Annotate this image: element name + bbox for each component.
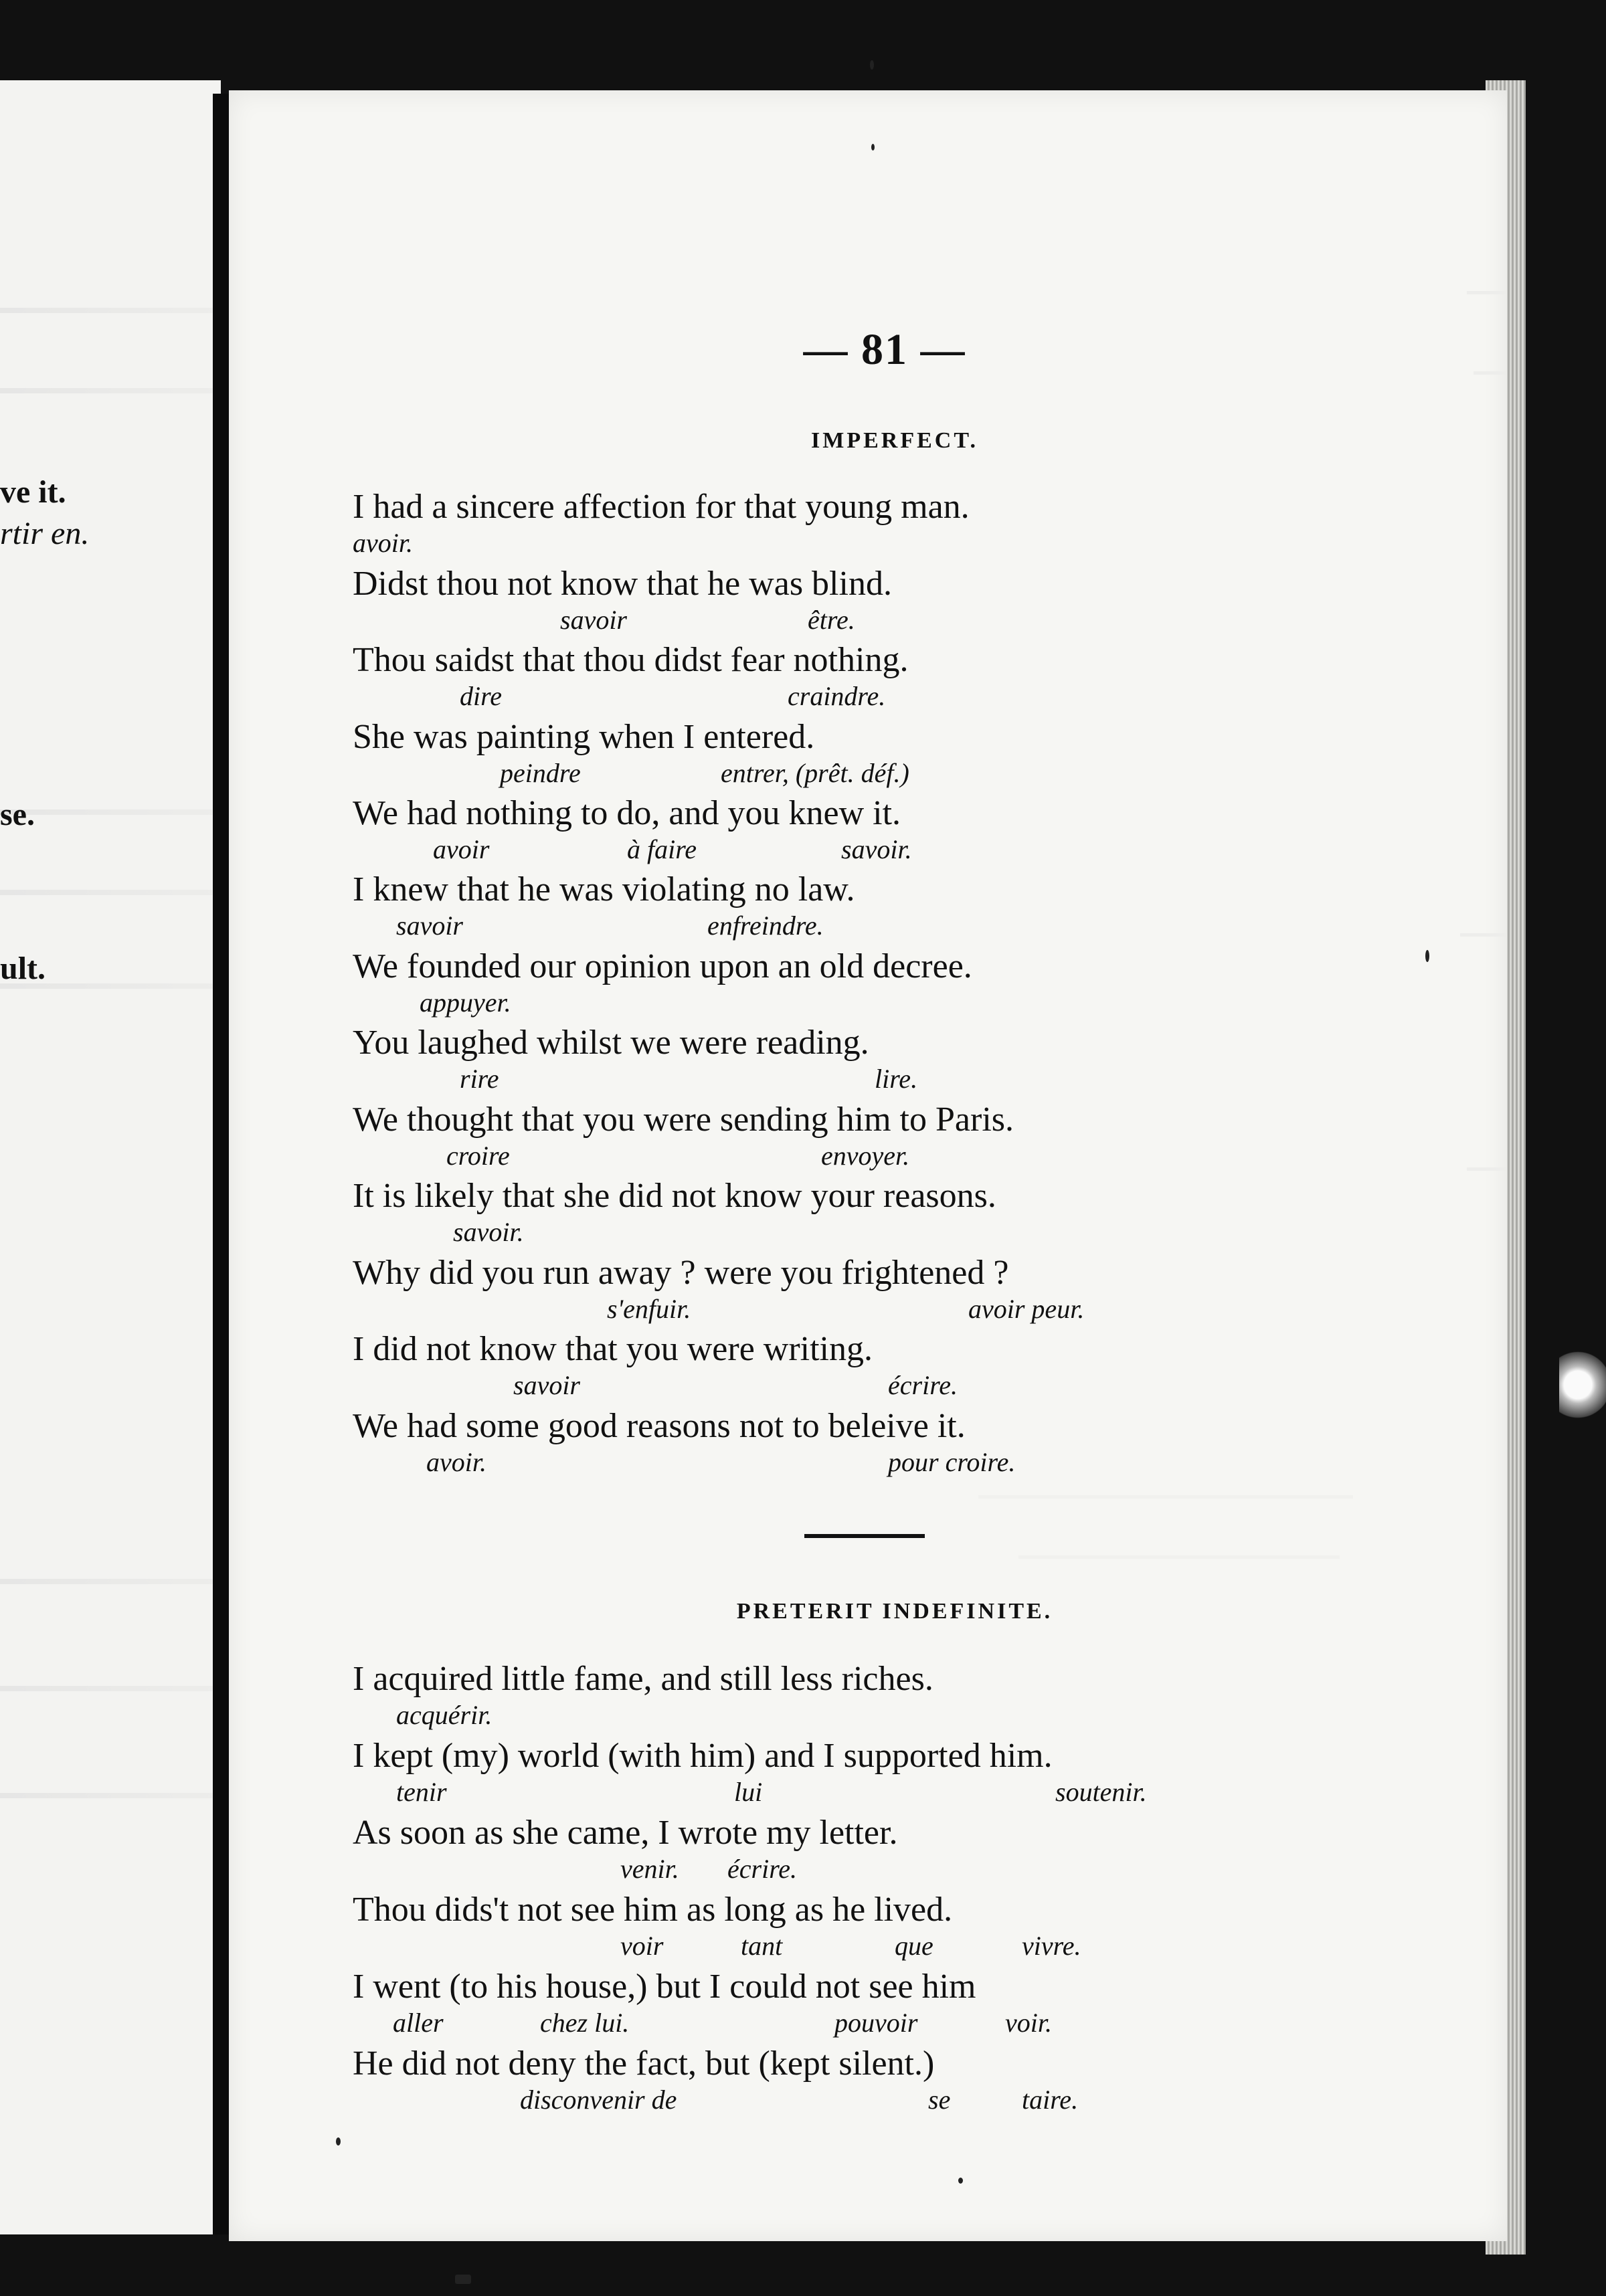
french-gloss: venir. bbox=[620, 1854, 679, 1884]
exercise-line bbox=[353, 1967, 1477, 2038]
french-gloss-row bbox=[353, 1140, 1477, 1171]
french-gloss: se bbox=[928, 2085, 951, 2115]
french-gloss: savoir. bbox=[841, 834, 912, 864]
french-gloss: aller bbox=[393, 2008, 444, 2038]
exercise-line bbox=[353, 1659, 1477, 1730]
french-gloss-row bbox=[353, 1446, 1477, 1477]
exercise-line bbox=[353, 640, 1477, 711]
french-gloss: à faire bbox=[627, 834, 697, 864]
french-gloss: croire bbox=[446, 1141, 510, 1171]
prev-page-fragment: ult. bbox=[0, 951, 46, 986]
french-gloss: vivre. bbox=[1022, 1931, 1081, 1961]
french-gloss-row bbox=[353, 910, 1477, 941]
exercise-line bbox=[353, 487, 1477, 558]
french-gloss: chez lui. bbox=[540, 2008, 630, 2038]
previous-page-edge bbox=[0, 80, 221, 2234]
french-gloss: acquérir. bbox=[396, 1700, 493, 1730]
french-gloss: écrire. bbox=[727, 1854, 798, 1884]
prev-page-fragment: rtir en. bbox=[0, 516, 90, 551]
english-sentence: Why did you run away ? were you frightened ? bbox=[353, 1254, 1009, 1292]
french-gloss: savoir bbox=[560, 605, 627, 635]
french-gloss: appuyer. bbox=[420, 987, 511, 1018]
french-gloss: disconvenir de bbox=[520, 2085, 677, 2115]
english-sentence: Thou saidst that thou didst fear nothing. bbox=[353, 641, 909, 679]
french-gloss: savoir bbox=[396, 911, 463, 941]
french-gloss: voir. bbox=[1005, 2008, 1052, 2038]
french-gloss: peindre bbox=[500, 758, 581, 788]
exercise-line bbox=[353, 1023, 1477, 1094]
exercise-line bbox=[353, 1813, 1477, 1884]
french-gloss-row bbox=[353, 604, 1477, 635]
french-gloss: dire bbox=[460, 681, 502, 711]
french-gloss: lui bbox=[734, 1777, 763, 1807]
french-gloss-row bbox=[353, 987, 1477, 1018]
section-heading-imperfect: IMPERFECT. bbox=[811, 428, 978, 453]
book-gutter bbox=[213, 94, 229, 2234]
french-gloss: envoyer. bbox=[821, 1141, 910, 1171]
french-gloss: tenir bbox=[396, 1777, 447, 1807]
english-sentence: It is likely that she did not know your reasons. bbox=[353, 1177, 996, 1215]
exercise-line bbox=[353, 1736, 1477, 1807]
french-gloss: enfreindre. bbox=[707, 911, 824, 941]
french-gloss: voir bbox=[620, 1931, 664, 1961]
french-gloss: savoir bbox=[513, 1370, 580, 1400]
english-sentence: We thought that you were sending him to Paris. bbox=[353, 1101, 1014, 1139]
english-sentence: I had a sincere affection for that young man. bbox=[353, 488, 970, 526]
exercise-line bbox=[353, 1253, 1477, 1324]
exercise-line bbox=[353, 793, 1477, 864]
prev-page-fragment: se. bbox=[0, 797, 35, 832]
english-sentence: I went (to his house,) but I could not see him bbox=[353, 1968, 976, 2006]
french-gloss-row bbox=[353, 527, 1477, 558]
exercise-line bbox=[353, 2044, 1477, 2115]
prev-page-fragment: ve it. bbox=[0, 474, 66, 510]
exercise-line bbox=[353, 947, 1477, 1018]
english-sentence: Thou dids't not see him as long as he lived. bbox=[353, 1891, 953, 1929]
french-gloss-row bbox=[353, 757, 1477, 788]
french-gloss: lire. bbox=[875, 1064, 918, 1094]
french-gloss-row bbox=[353, 2084, 1477, 2115]
french-gloss: tant bbox=[741, 1931, 783, 1961]
french-gloss-row bbox=[353, 834, 1477, 864]
french-gloss-row bbox=[353, 2007, 1477, 2038]
page-number: — 81 — bbox=[803, 325, 966, 374]
french-gloss-row bbox=[353, 1699, 1477, 1730]
exercise-line bbox=[353, 717, 1477, 788]
english-sentence: You laughed whilst we were reading. bbox=[353, 1024, 869, 1062]
french-gloss: taire. bbox=[1022, 2085, 1079, 2115]
english-sentence: I knew that he was violating no law. bbox=[353, 870, 855, 908]
french-gloss: avoir. bbox=[426, 1447, 486, 1477]
english-sentence: We founded our opinion upon an old decree. bbox=[353, 947, 972, 985]
french-gloss-row bbox=[353, 1776, 1477, 1807]
english-sentence: We had some good reasons not to beleive it. bbox=[353, 1407, 966, 1445]
english-sentence: We had nothing to do, and you knew it. bbox=[353, 794, 901, 832]
section-heading-preterit-indefinite: PRETERIT INDEFINITE. bbox=[736, 1599, 1053, 1624]
english-sentence: I acquired little fame, and still less riches. bbox=[353, 1660, 933, 1698]
french-gloss: entrer, (prêt. déf.) bbox=[721, 758, 909, 788]
french-gloss: craindre. bbox=[788, 681, 886, 711]
section-divider bbox=[804, 1534, 925, 1538]
english-sentence: As soon as she came, I wrote my letter. bbox=[353, 1814, 898, 1852]
french-gloss: rire bbox=[460, 1064, 499, 1094]
french-gloss: avoir peur. bbox=[968, 1294, 1085, 1324]
french-gloss: avoir bbox=[433, 834, 490, 864]
exercise-line bbox=[353, 1329, 1477, 1400]
french-gloss-row bbox=[353, 1293, 1477, 1324]
french-gloss-row bbox=[353, 680, 1477, 711]
french-gloss-row bbox=[353, 1853, 1477, 1884]
french-gloss: pouvoir bbox=[834, 2008, 918, 2038]
french-gloss-row bbox=[353, 1930, 1477, 1961]
french-gloss: avoir. bbox=[353, 528, 413, 558]
english-sentence: I kept (my) world (with him) and I supported him. bbox=[353, 1737, 1053, 1775]
french-gloss: pour croire. bbox=[888, 1447, 1016, 1477]
english-sentence: I did not know that you were writing. bbox=[353, 1330, 873, 1368]
exercise-line bbox=[353, 1890, 1477, 1961]
french-gloss: que bbox=[895, 1931, 933, 1961]
english-sentence: She was painting when I entered. bbox=[353, 718, 815, 756]
exercise-line bbox=[353, 564, 1477, 635]
exercise-line bbox=[353, 1406, 1477, 1477]
page-blemish bbox=[1559, 1348, 1606, 1422]
exercise-line bbox=[353, 870, 1477, 941]
french-gloss: s'enfuir. bbox=[607, 1294, 691, 1324]
french-gloss-row bbox=[353, 1369, 1477, 1400]
french-gloss-row bbox=[353, 1063, 1477, 1094]
french-gloss-row bbox=[353, 1216, 1477, 1247]
english-sentence: He did not deny the fact, but (kept silent.) bbox=[353, 2044, 935, 2083]
book-page bbox=[229, 90, 1507, 2241]
french-gloss: être. bbox=[808, 605, 855, 635]
french-gloss: écrire. bbox=[888, 1370, 958, 1400]
exercise-line bbox=[353, 1100, 1477, 1171]
french-gloss: soutenir. bbox=[1055, 1777, 1147, 1807]
exercise-line bbox=[353, 1176, 1477, 1247]
french-gloss: savoir. bbox=[453, 1217, 524, 1247]
english-sentence: Didst thou not know that he was blind. bbox=[353, 565, 892, 603]
